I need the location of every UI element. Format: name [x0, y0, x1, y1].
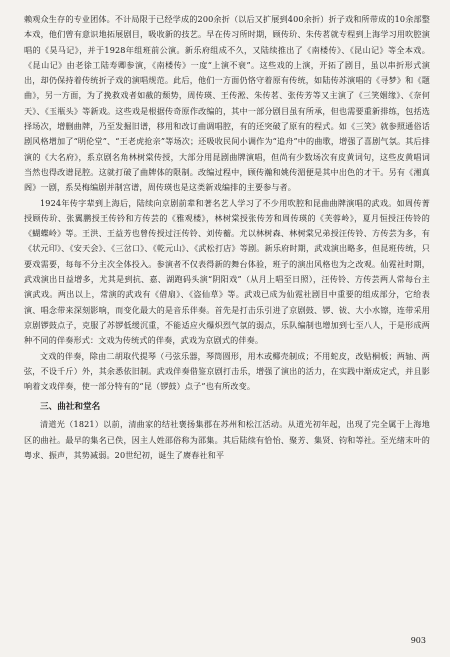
- paragraph-4: 清道光（1821）以前，清曲家的结社褒扬集郡在苏州和松江活动。从道光初年起，出现了完全属于上海地区的曲社。最早的集名已佚，因主人姓邵俗称为邵集。其后陆续有恰怡、聚芳、集贤、钧和等社。至光绪末叶的粤求、振声，其势减弱。20世纪初，诞生了赓春社和平: [24, 419, 430, 461]
- section-heading: 三、曲社和堂名: [40, 402, 101, 413]
- paragraph-1: 赖观众生存的专业团体。不计局限于已经学成的200余折（以后又扩展到400余折）折子戏和所带成的10余部整本戏，他们曾有意识地拓展剧目，吸收新的技艺。早在传习所时期，顾传玠、朱传茗就专程到上海学习用吹腔演唱的《昊马记》，并于1928年组班前公演。新乐府组成不久，又陆续推出了《南楼传》、《昆山记》等全本戏。《昆山记》由老徐工陆寿卿参演，《南楼传》一度“上演不衰”。这些戏的上演，开拓了剧目，虽以串折形式演出，却仍保持着传统折子戏的演唱规范。此后，他们一方面仍恪守着原有传统，如陆传苏演唱的《寻梦》和《题曲》，另一方面，为了挽救戏者如截的颓势，周传瑛、王传淞、朱传茗、张传芳等又主演了《三笑姻缘》、《奈何天》、《玉瓶头》等新戏。这些戏是根据传奇原作改编的，其中一部分剧目虽有所承，但也需要重新排练，包括选择场次，增删曲牌，乃至发掘旧谱，移用和改订曲调唱腔，有的还突破了原有的程式。如《三笑》就参照通俗话剧风格增加了“明伦堂”、“王老虎抢亲”等场次；还吸收民间小调作为“追舟”中的曲歌，增强了喜剧气氛。其后排演的《大名府》，系京剧名角林树棠传授，大部分用昆剧曲牌演唱，但尚有少数场次有皮黄词句，这些皮黄唱词当然也得改谱昆腔。这就打破了曲牌体的限制。改编过程中，顾传瀚和姚传湄便是其中出色的才干。另有《湘真阁》一剧，系吴梅编剧并制宫谱，周传瑛也是这类新戏编排的主要参与者。: [24, 14, 430, 193]
- paragraph-2: 1924年传字辈到上海后，陆续向京剧前辈和著名艺人学习了不少用吹腔和昆曲曲牌演唱的武戏。如周传菁授顾传玠、张翼鹏授王传钤和方传芸的《雅观楼》，林树棠授张传芳和周传瑛的《芙蓉岭》，夏月恒授汪传铃的《蝴蝶岭》等。王洪、王益芳也曾传授过汪传铃、刘传蘅。尤以林树森、林树棠兄弟授汪传铃、方传芸为多，有《状元印》、《安天会》、《三岔口》、《乾元山》、《武松打店》等剧。新乐府时期，武戏演出略多，但昆班传统，只要戏需要，每每不分主次全体投入。参演者不仅表得新的舞台体验，班子的演出风格也为之改观。仙霓社时期，武戏演出日益增多，尤其是到抗、嘉、湖跑码头演“阴阳戏”（从月上唱至日照），汪传铃、方传芸两人常每台主演武戏。两出以上，常演的武戏有《借扇》、《盗仙草》等。武戏已成为仙霓社剧目中重要的组成部分，它给表演、唱念带来深刻影响，而变化最大的是音乐伴奏。首先是打击乐引进了京剧鼓、锣、钹、大小水镲，连带采用京剧锣鼓点子，克服了苏锣低缓沉重，不能适应火爆炽烈气氛的弱点，乐队编制也增加到七至八人，于是形成两种不同的伴奏形式：文戏为传统式的伴奏，武戏为京剧式的伴奏。: [24, 197, 430, 346]
- page-number: 903: [410, 636, 426, 645]
- paragraph-3: 文戏的伴奏，除由二胡取代提琴（弓弦乐器，琴筒圆形，用木或椰壳制成；不用蛇皮，改贴桐板；两轴、两弦，不设千斤）外，其余悉依旧制。武戏伴奏借鉴京剧打击乐，增强了演出的活力，在实践中渐成定式，并且影响着文戏伴奏，使一部分特有的“昆（锣鼓）点子”也有所改变。: [24, 350, 430, 392]
